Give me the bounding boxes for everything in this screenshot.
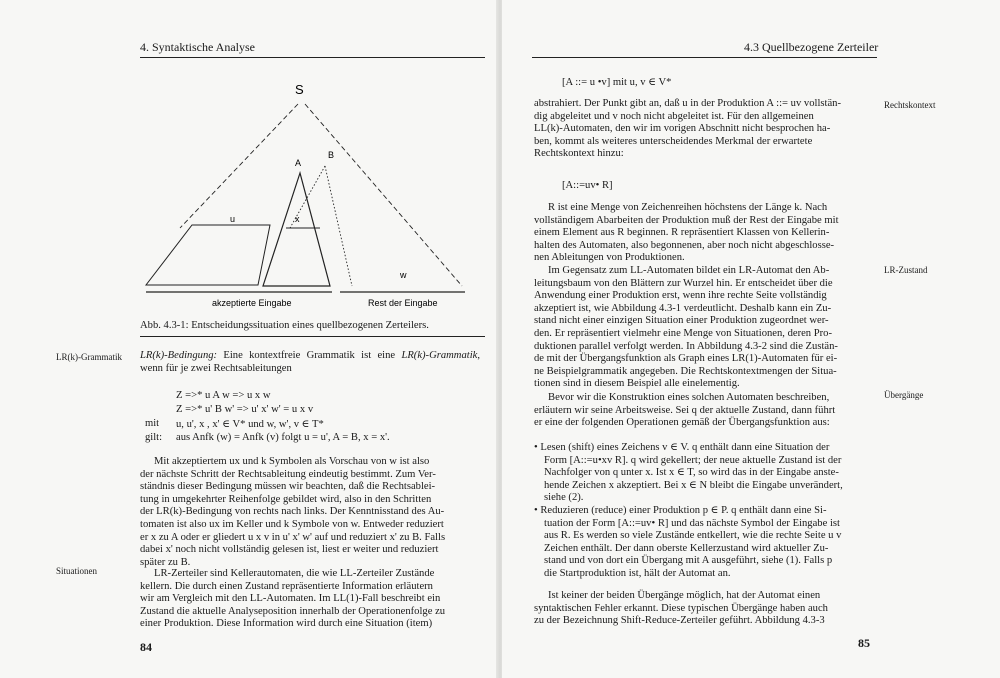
right-paragraph-5: [534, 590, 876, 628]
margin-note-lrk-grammatik: LR(k)-Grammatik: [56, 352, 122, 362]
formula-line-4: aus Anfk (w) = Anfk (v) folgt u = u', A = B, x = x'.: [176, 432, 390, 443]
b-subtree-right: [325, 166, 352, 286]
caption-rule: [140, 336, 485, 337]
a-subtree: [263, 173, 330, 286]
right-p3-line: tionen sind in diesem Beispiel alle einelementig.: [534, 378, 740, 390]
right-p1-line: abstrahiert. Der Punkt gibt an, daß u in der Produktion A ::= uv vollstän-: [534, 98, 841, 109]
right-p2-line: einem Element aus R beginnen. R repräsentiert Klassen von Kellerin-: [534, 227, 830, 239]
left-p1-line: tomaten ist also ux im Keller und k Symbole von w. Entweder reduziert: [140, 518, 444, 530]
right-p3-line: de mit der Übergangsfunktion als Graph eines LR(1)-Automaten für ei-: [534, 353, 838, 365]
bullet-shift-line: siehe (2).: [544, 492, 584, 504]
right-p3-line: ne Beispielgrammatik angegeben. Die Rechtskontextmengen der Situa-: [534, 365, 837, 377]
bullet-shift-line: hende Zeichen x akzeptiert. Bei x ∈ N bleibt die Eingabe unverändert,: [544, 479, 843, 491]
left-p1-line: später zu B.: [140, 556, 191, 568]
right-p1-line: LL(k)-Automaten, den wir im vorigen Abschnitt nicht besprochen ha-: [534, 123, 831, 135]
right-context-formula: [A::=uv• R]: [562, 180, 613, 191]
situation-formula: [A ::= u •v] mit u, v ∈ V*: [562, 77, 672, 88]
right-p2-line: halten des Automaten, also begonnenen, aber noch nicht abgeschlosse-: [534, 239, 835, 251]
right-p2-line: nen Ableitungen von Produktionen.: [534, 252, 685, 264]
definition-term: LR(k)-Bedingung:: [140, 350, 218, 361]
bullet-reduce-line: Zeichen enthält. Der dann oberste Kellerzustand wird aktueller Zu-: [544, 542, 829, 554]
margin-note-rechtskontext: Rechtskontext: [884, 100, 936, 110]
left-page-number: 84: [140, 640, 152, 654]
right-p5-line: syntaktischen Fehler erkannt. Diese typischen Übergänge haben auch: [534, 602, 828, 614]
big-triangle-right: [305, 104, 462, 286]
right-p1-line: Rechtskontext hinzu:: [534, 148, 624, 160]
right-p3-line: Anwendung einer Produktion erst, wenn ihre rechte Seite vollständig: [534, 290, 827, 302]
bullet-reduce-line: stand und von dort ein Übergang mit A ausgeführt, siehe (1). Falls p: [544, 555, 833, 567]
right-p1-line: dig abgeleitet und v noch nicht abgeleitet ist. Für den allgemeinen: [534, 110, 814, 122]
right-p5-line: zu der Bezeichnung Shift-Reduce-Zerteiler geführt. Abbildung 4.3-3: [534, 615, 825, 627]
left-p1-line: tung in umgekehrter Reihenfolge gebildet wird, also in den Schritten: [140, 493, 432, 505]
right-p3-line: akzeptiert ist, wie Abbildung 4.3-1 verdeutlicht. Deshalb kann ein Zu-: [534, 302, 832, 314]
left-p2-line: kellern. Die durch einen Zustand repräsentierte Information erläutern: [140, 580, 433, 592]
label-w: w: [400, 270, 407, 280]
left-p1-line: dabei x' noch nicht vollständig gelesen ist, liest er weiter und reduziert: [140, 544, 439, 556]
right-p1-line: ben, kommt als weiteres unterscheidendes Merkmal der erwartete: [534, 135, 813, 147]
parse-tree-figure: [140, 78, 485, 318]
right-p4-line: er eine der folgenden Operationen gemäß der Übergangsfunktion aus:: [534, 417, 830, 429]
left-header-rule: [140, 57, 485, 58]
right-p3-line: duktionen parallel verfolgt werden. In Abbildung 4.3-2 sind die Zustän-: [534, 340, 838, 352]
left-paragraph-1: [140, 456, 480, 569]
formula-mit: mit: [145, 418, 160, 429]
bullet-shift-line: Nachfolger von q unter x. Ist x ∈ T, so wird das in der Eingabe anste-: [544, 467, 839, 479]
left-paragraph-2: [140, 568, 480, 631]
label-u: u: [230, 214, 236, 224]
right-p2-line: R ist eine Menge von Zeichenreihen höchstens der Länge k. Nach: [548, 202, 828, 213]
label-accepted-input: akzeptierte Eingabe: [212, 298, 292, 308]
label-x: x: [295, 214, 300, 224]
left-p2-line: einer Produktion. Diese Information wird durch eine Situation (item): [140, 618, 433, 630]
right-p2-line: vollständigem Abarbeiten der Produktion muß der Rest der Eingabe mit: [534, 214, 839, 226]
label-s: S: [295, 82, 304, 97]
definition-italic-term: LR(k)-Grammatik: [401, 350, 478, 361]
bullet-reduce-line: aus R. Es werden so viele Zustände entkellert, wie die rechte Seite u v: [544, 530, 842, 542]
formula-line-2: Z =>* u' B w' => u' x' w' = u x v: [176, 404, 314, 415]
bullet-reduce: [534, 505, 876, 581]
left-p2-line: Zustand die aktuelle Analyseposition innerhalb der Operationenfolge zu: [140, 605, 446, 617]
formula-line-3: u, u', x , x' ∈ V* und w, w', v ∈ T*: [176, 419, 324, 430]
left-p2-line: LR-Zerteiler sind Kellerautomaten, die wie LL-Zerteiler Zustände: [154, 568, 435, 579]
bullet-shift-line: • Lesen (shift) eines Zeichens v ∈ V. q enthält dann eine Situation der: [534, 442, 830, 453]
left-p1-line: der nächste Schritt der Rechtsableitung eindeutig bestimmt. Zum Ver-: [140, 468, 436, 480]
lrk-definition: [140, 350, 480, 375]
left-page: [0, 0, 498, 678]
definition-text-b: , wenn für je zwei Rechtsableitungen: [140, 350, 480, 374]
right-paragraph-2: [534, 202, 876, 265]
u-region: [146, 225, 270, 285]
right-page: [502, 0, 1000, 678]
right-header-rule: [532, 57, 877, 58]
left-p1-line: ständnis dieser Bedingung müssen wir beachten, daß die Rechtsablei-: [140, 481, 436, 493]
definition-text-a: Eine kontextfreie Grammatik ist eine: [217, 350, 402, 361]
bullet-shift: [534, 442, 876, 505]
right-running-header: 4.3 Quellbezogene Zerteiler: [744, 40, 879, 54]
right-paragraph-3: [534, 265, 876, 391]
right-paragraph-4: [534, 392, 876, 430]
formula-line-1: Z =>* u A w => u x w: [176, 390, 271, 401]
left-p1-line: Mit akzeptiertem ux und k Symbolen als Vorschau von w ist also: [154, 456, 430, 467]
right-page-number: 85: [858, 636, 870, 650]
margin-note-uebergaenge: Übergänge: [884, 390, 924, 400]
margin-note-lr-zustand: LR-Zustand: [884, 265, 928, 275]
right-paragraph-1: [534, 98, 876, 161]
bullet-reduce-line: tuation der Form [A::=uv• R] und das nächste Symbol der Eingabe ist: [544, 517, 840, 529]
left-p1-line: er x zu A oder er gliedert u x v in u' x' w' auf und reduziert x' zu B. Falls: [140, 531, 446, 543]
left-running-header: 4. Syntaktische Analyse: [140, 40, 255, 54]
right-p4-line: Bevor wir die Konstruktion eines solchen Automaten beschreiben,: [548, 392, 830, 403]
right-p3-line: leitungsbaum von den Blättern zur Wurzel hin. Er entscheidet über die: [534, 277, 833, 289]
big-triangle-left: [180, 104, 298, 228]
label-a: A: [295, 158, 302, 168]
bullet-reduce-line: • Reduzieren (reduce) einer Produktion p ∈ P. q enthält dann eine Si-: [534, 505, 827, 516]
right-p5-line: Ist keiner der beiden Übergänge möglich, hat der Automat einen: [548, 590, 821, 601]
bullet-shift-line: Form [A::=u•xv R]. q wird gekellert; der neue aktuelle Zustand ist der: [544, 454, 842, 466]
right-p3-line: stand nicht einer einzigen Situation einer Produktion zugeordnet wer-: [534, 315, 829, 327]
label-b: B: [328, 150, 335, 160]
left-p2-line: wir am Vergleich mit den LL-Automaten. Im LL(1)-Fall beschreibt ein: [140, 593, 441, 605]
right-p3-line: den. Er repräsentiert vielmehr eine Menge von Situationen, deren Pro-: [534, 327, 832, 339]
figure-caption: Abb. 4.3-1: Entscheidungssituation eines quellbezogenen Zerteilers.: [140, 320, 429, 331]
label-remaining-input: Rest der Eingabe: [368, 298, 438, 308]
formula-gilt: gilt:: [145, 432, 163, 443]
left-p1-line: der LR(k)-Bedingung von rechts nach links. Der Kenntnisstand des Au-: [140, 506, 445, 518]
margin-note-situationen: Situationen: [56, 566, 97, 576]
right-p4-line: erläutern wir seine Arbeitsweise. Sei q der aktuelle Zustand, dann führt: [534, 404, 836, 416]
bullet-reduce-line: die Startproduktion ist, hält der Automat an.: [544, 567, 731, 579]
right-p3-line: Im Gegensatz zum LL-Automaten bildet ein LR-Automat den Ab-: [548, 265, 830, 276]
